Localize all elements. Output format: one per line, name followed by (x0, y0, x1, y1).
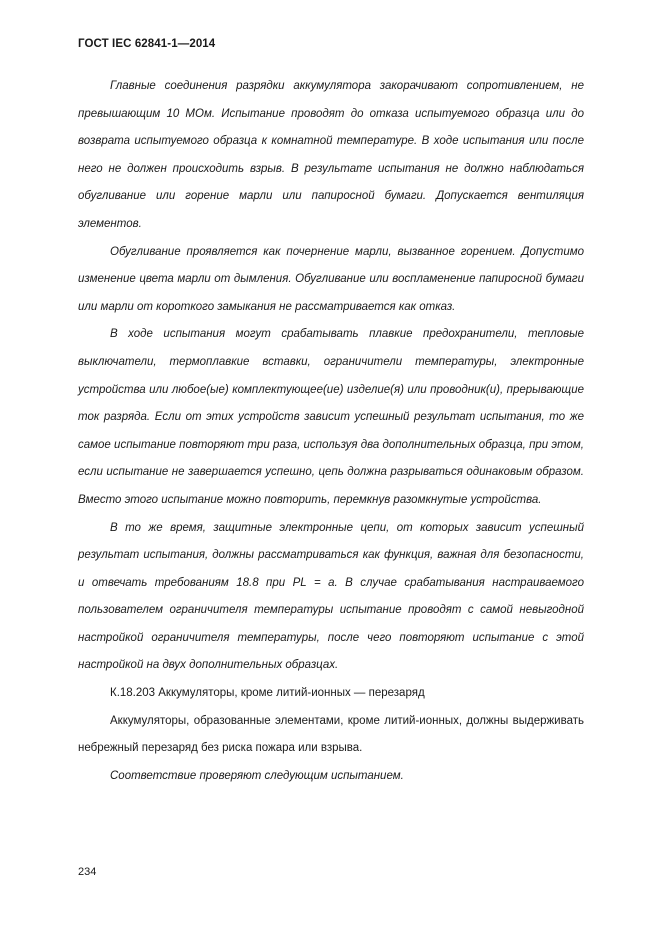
page-number: 234 (78, 866, 97, 878)
paragraph-protective-devices: В ходе испытания могут срабатывать плавкие предохранители, тепловые выключатели, термоплавкие вставки, ограничители температуры, электронные устройства или любое(ые) комплектующее(ие) изделие(я) или проводник(и), прерывающие ток разряда. Если от этих устройств зависит успешный результат испытания, то же самое испытание повторяют три раза, используя два дополнительных образца, при этом, если испытание не завершается успешно, цепь должна разрываться одинаковым образом. Вместо этого испытание можно повторить, перемкнув разомкнутые устройства. (78, 328, 584, 506)
paragraph-overcharge-requirement: Аккумуляторы, образованные элементами, кроме литий-ионных, должны выдерживать небрежный перезаряд без риска пожара или взрыва. (78, 714, 584, 755)
paragraph-compliance-check: Соответствие проверяют следующим испытанием. (110, 769, 404, 782)
paragraph-charring-definition: Обугливание проявляется как почернение марли, вызванное горением. Допустимо изменение цвета марли от дымления. Обугливание или воспламенение папиросной бумаги или марли от короткого замыкания не рассматривается как отказ. (78, 245, 584, 313)
section-heading-k18-203: К.18.203 Аккумуляторы, кроме литий-ионных — перезаряд (110, 687, 425, 700)
paragraph-short-circuit-test: Главные соединения разрядки аккумулятора закорачивают сопротивлением, не превышающим 10 МОм. Испытание проводят до отказа испытуемого образца или до возврата испытуемого образца к комнатной температуре. В ходе испытания или после него не должен происходить взрыв. В результате испытания не должно наблюдаться обугливание или горение марли или папиросной бумаги. Допускается вентиляция элементов. (78, 80, 584, 230)
paragraph-electronic-circuits: В то же время, защитные электронные цепи, от которых зависит успешный результат испытания, должны рассматриваться как функция, важная для безопасности, и отвечать требованиям 18.8 при PL = a. В случае срабатывания настраиваемого пользователем ограничителя температуры испытание проводят с самой невыгодной настройкой ограничителя температуры, после чего повторяют испытание с этой настройкой на двух дополнительных образцах. (78, 521, 584, 672)
body-text (78, 73, 584, 790)
standard-header: ГОСТ IEC 62841-1—2014 (78, 38, 216, 50)
